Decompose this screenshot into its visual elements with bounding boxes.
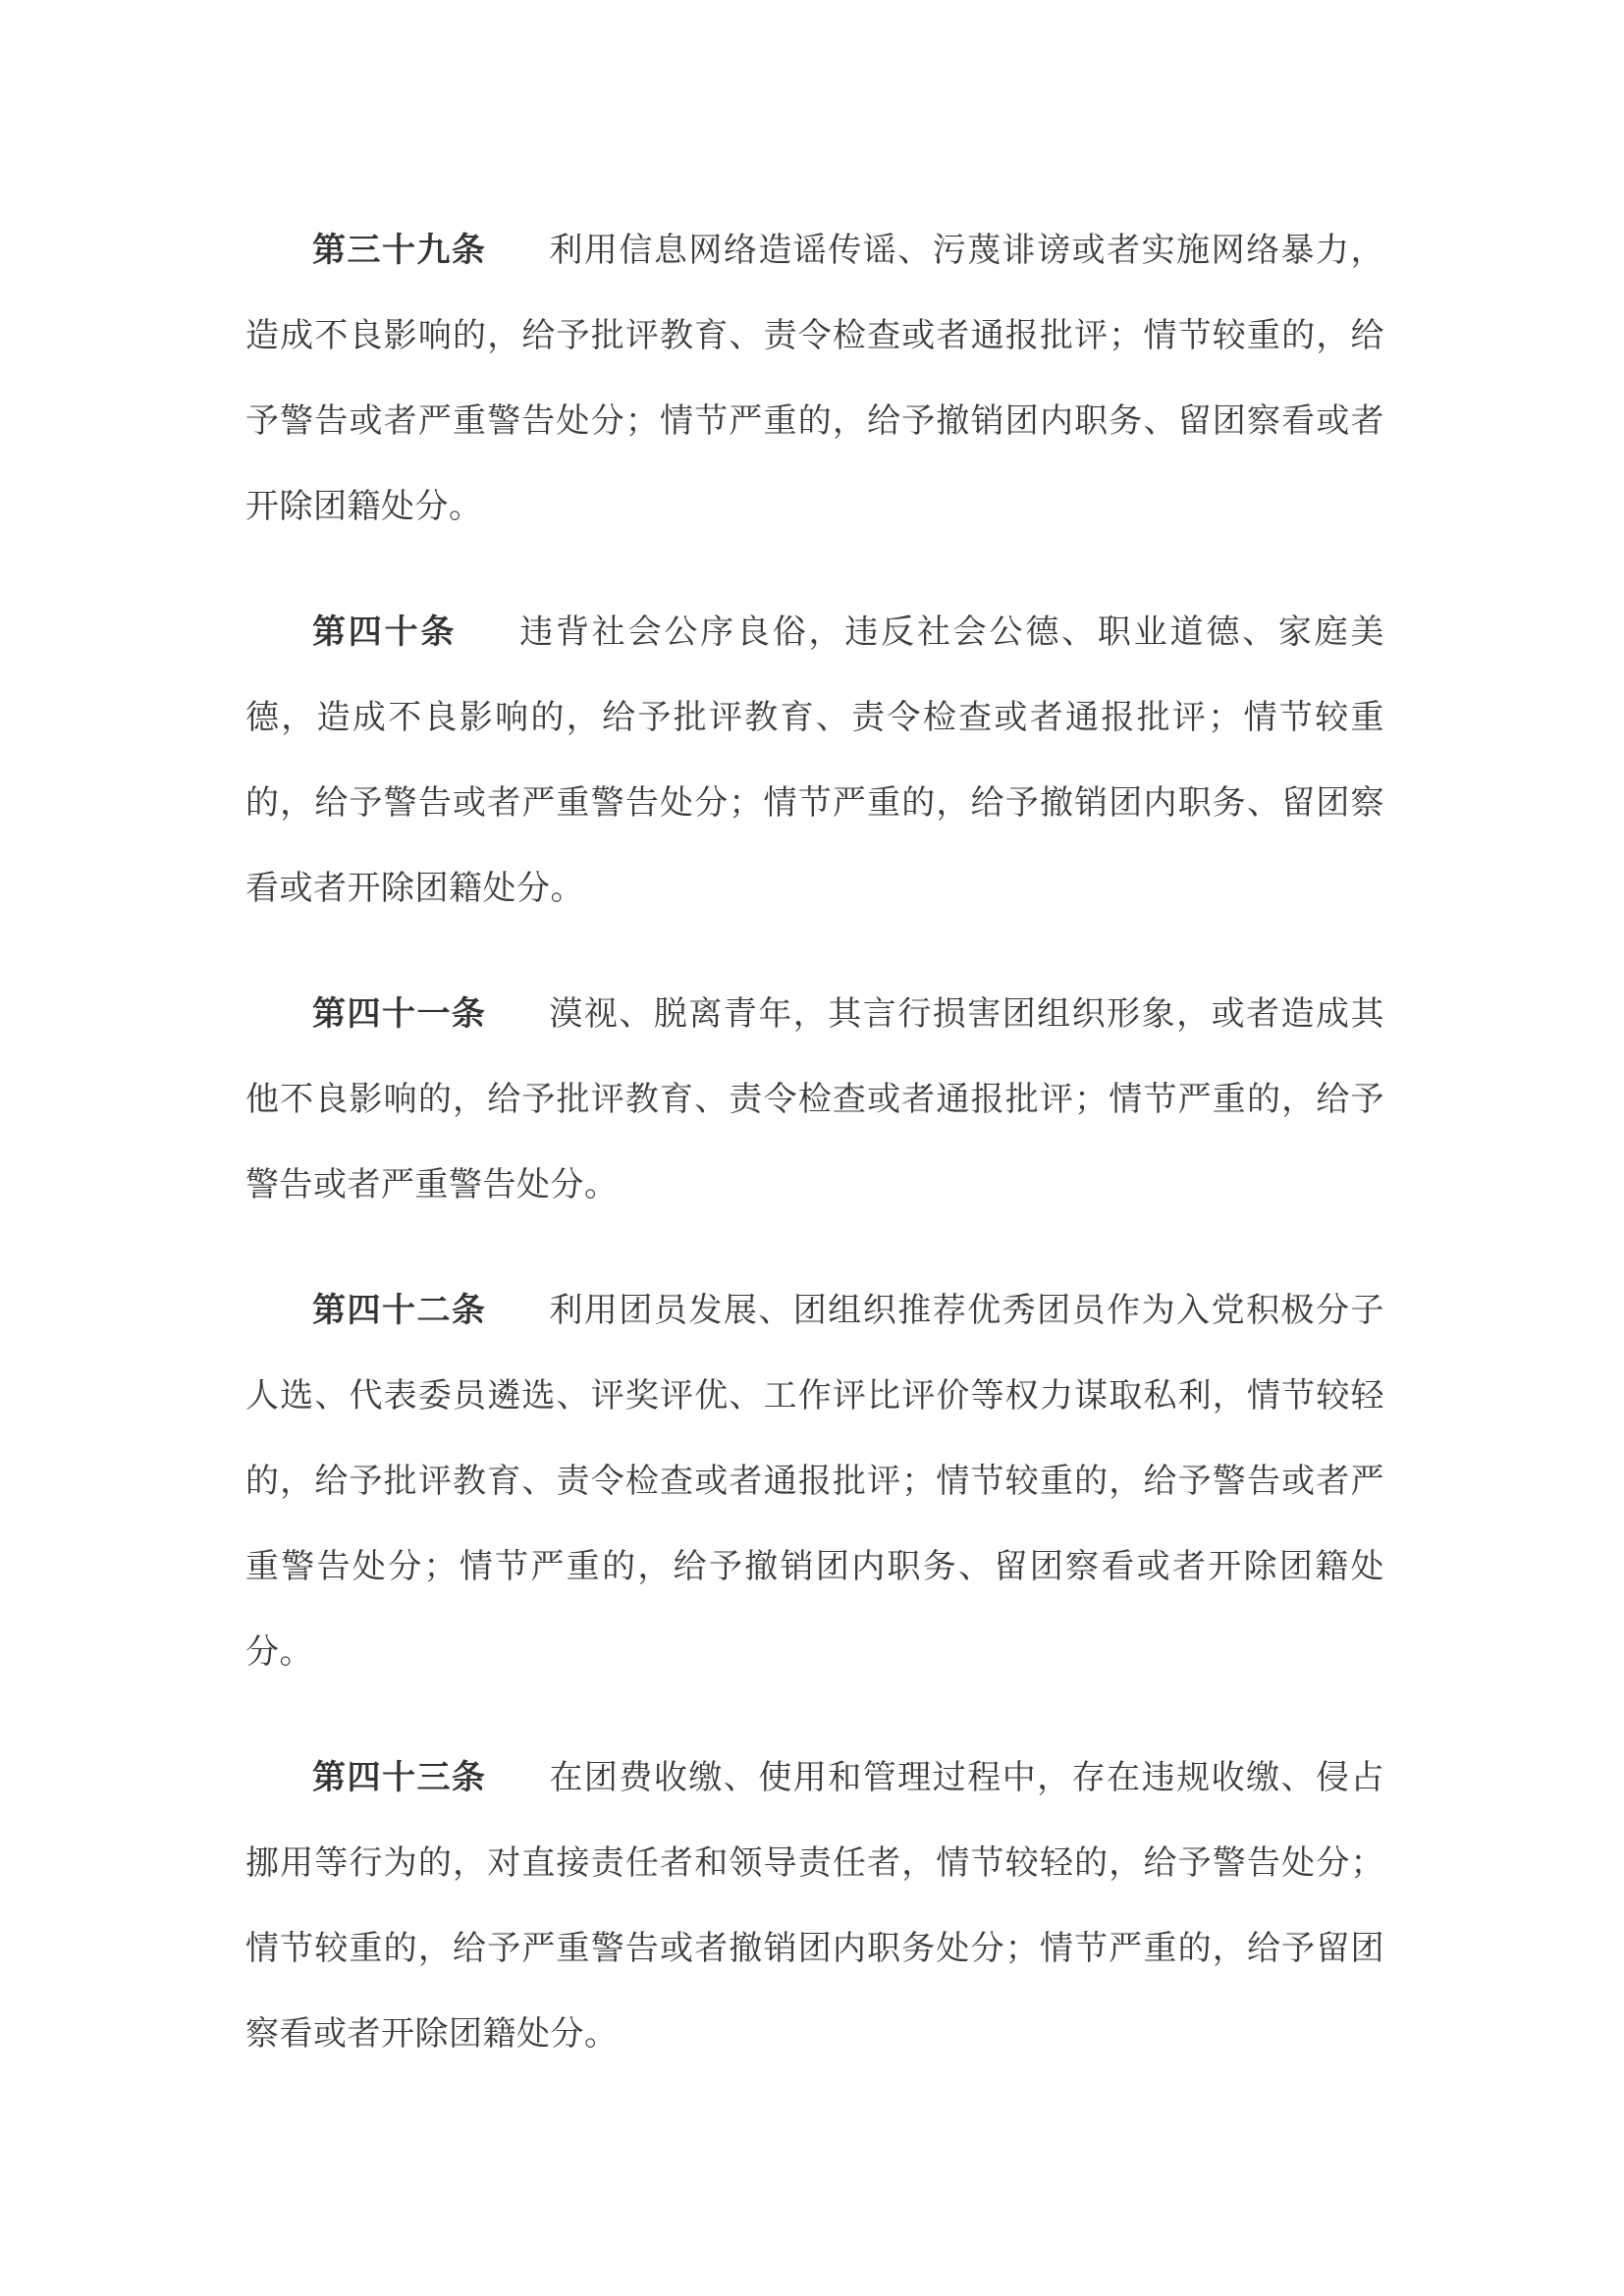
article-41: [245, 972, 1384, 1228]
article-42: [245, 1268, 1384, 1695]
article-43: [245, 1735, 1384, 2077]
article-body: 利用团员发展、团组织推荐优秀团员作为入党积极分子人选、代表委员遴选、评奖评优、工作评比评价等权力谋取私利，情节较轻的，给予批评教育、责令检查或者通报批评；情节较重的，给予警告或者严重警告处分；情节严重的，给予撤销团内职务、留团察看或者开除团籍处分。: [245, 1291, 1385, 1672]
article-number: 第三十九条: [312, 231, 487, 270]
article-number: 第四十条: [312, 613, 458, 652]
article-body: 在团费收缴、使用和管理过程中，存在违规收缴、侵占挪用等行为的，对直接责任者和领导责任者，情节较轻的，给予警告处分；情节较重的，给予严重警告或者撤销团内职务处分；情节严重的，给予留团察看或者开除团籍处分。: [245, 1758, 1385, 2054]
document-page: [245, 208, 1384, 2117]
article-body: 漠视、脱离青年，其言行损害团组织形象，或者造成其他不良影响的，给予批评教育、责令检查或者通报批评；情节严重的，给予警告或者严重警告处分。: [245, 994, 1385, 1204]
article-number: 第四十三条: [312, 1758, 487, 1797]
article-body: 利用信息网络造谣传谣、污蔑诽谤或者实施网络暴力，造成不良影响的，给予批评教育、责令检查或者通报批评；情节较重的，给予警告或者严重警告处分；情节严重的，给予撤销团内职务、留团察看或者开除团籍处分。: [245, 231, 1385, 526]
article-number: 第四十二条: [312, 1291, 487, 1330]
article-number: 第四十一条: [312, 994, 487, 1034]
article-body: 违背社会公序良俗，违反社会公德、职业道德、家庭美德，造成不良影响的，给予批评教育、责令检查或者通报批评；情节较重的，给予警告或者严重警告处分；情节严重的，给予撤销团内职务、留团察看或者开除团籍处分。: [245, 613, 1385, 908]
article-40: [245, 590, 1384, 932]
article-39: [245, 208, 1384, 550]
